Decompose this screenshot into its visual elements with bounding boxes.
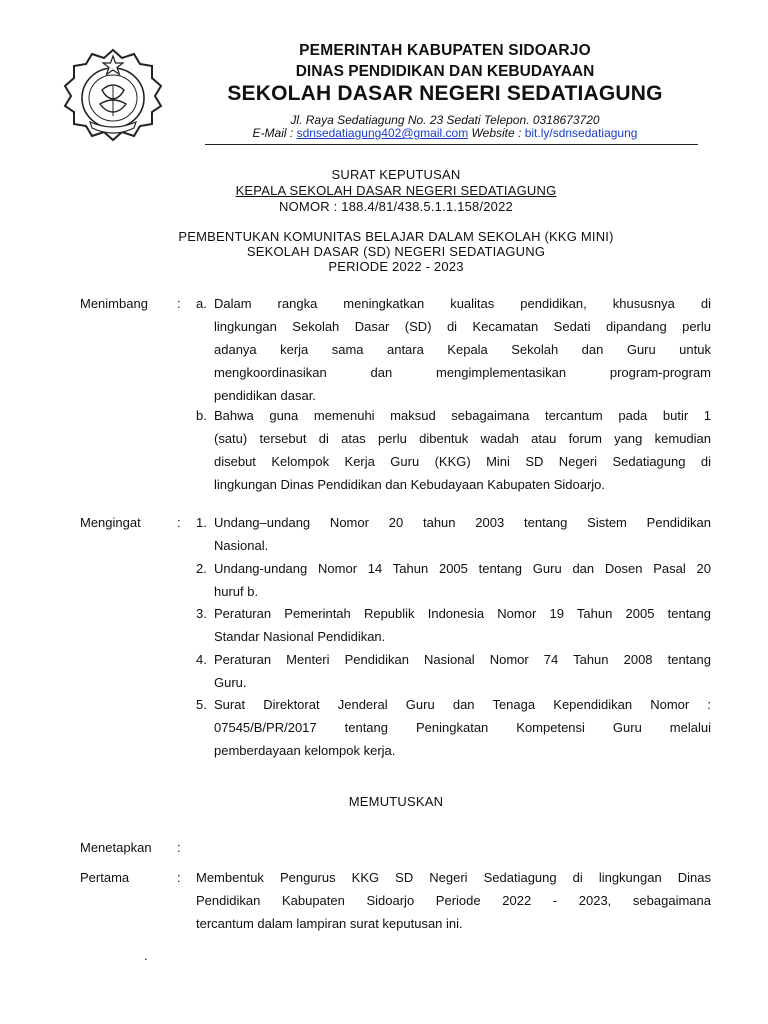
text-line: Undang–undang Nomor 20 tahun 2003 tentang Sistem Pendidikan <box>214 515 711 530</box>
text-line: (satu) tersebut di atas perlu dibentuk wadah atau forum yang kemudian <box>214 431 711 446</box>
text-line: Peraturan Pemerintah Republik Indonesia Nomor 19 Tahun 2005 tentang <box>214 606 711 621</box>
menimbang-item-a <box>214 292 711 407</box>
mengingat-item-1 <box>214 511 711 557</box>
mengingat-item-3 <box>214 602 711 648</box>
email-label: E-Mail : <box>252 126 294 140</box>
text-line: Undang-undang Nomor 14 Tahun 2005 tentang Guru dan Dosen Pasal 20 <box>214 561 711 576</box>
text-line: pendidikan dasar. <box>214 388 316 403</box>
menimbang-item-b <box>214 404 711 496</box>
section-colon: : <box>177 870 181 885</box>
mengingat-item-4 <box>214 648 711 694</box>
subject-line-2: SEKOLAH DASAR (SD) NEGERI SEDATIAGUNG <box>246 244 546 259</box>
section-colon: : <box>177 296 181 311</box>
text-line: disebut Kelompok Kerja Guru (KKG) Mini SD Negeri Sedatiagung di <box>214 454 711 469</box>
text-line: huruf b. <box>214 584 259 599</box>
mengingat-item-2 <box>214 557 711 603</box>
letterhead-divider <box>205 144 698 145</box>
section-colon: : <box>177 515 181 530</box>
text-line: Dalam rangka meningkatkan kualitas pendidikan, khususnya di <box>214 296 711 311</box>
section-label-menimbang: Menimbang <box>80 296 148 311</box>
website-link[interactable]: bit.ly/sdnsedatiagung <box>524 126 638 140</box>
mengingat-item-5 <box>214 693 711 762</box>
decree-title: SURAT KEPUTUSAN <box>331 167 461 182</box>
letterhead-contact <box>200 126 690 140</box>
text-line: tercantum dalam lampiran surat keputusan ini. <box>196 916 463 931</box>
section-label-pertama: Pertama <box>80 870 130 885</box>
text-line: mengkoordinasikan dan mengimplementasikan program-program <box>214 365 711 380</box>
text-line: Nasional. <box>214 538 269 553</box>
item-marker: a. <box>196 296 207 311</box>
text-line: Peraturan Menteri Pendidikan Nasional Nomor 74 Tahun 2008 tentang <box>214 652 711 667</box>
item-marker: 3. <box>196 606 207 621</box>
letterhead-address: Jl. Raya Sedatiagung No. 23 Sedati Telepon. 0318673720 <box>290 113 600 127</box>
item-marker: 5. <box>196 697 207 712</box>
text-line: Bahwa guna memenuhi maksud sebagaimana tercantum pada butir 1 <box>214 408 711 423</box>
kabupaten-sidoarjo-seal-icon <box>62 46 164 144</box>
letterhead-school-name: SEKOLAH DASAR NEGERI SEDATIAGUNG <box>227 82 663 105</box>
section-label-mengingat: Mengingat <box>80 515 141 530</box>
text-line: Surat Direktorat Jenderal Guru dan Tenaga Kependidikan Nomor : <box>214 697 711 712</box>
item-marker: 4. <box>196 652 207 667</box>
letterhead-department: DINAS PENDIDIKAN DAN KEBUDAYAAN <box>295 63 595 80</box>
email-link[interactable]: sdnsedatiagung402@gmail.com <box>296 126 469 140</box>
text-line: 07545/B/PR/2017 tentang Peningkatan Kompetensi Guru melalui <box>214 720 711 735</box>
section-label-menetapkan: Menetapkan <box>80 840 152 855</box>
text-line: Membentuk Pengurus KKG SD Negeri Sedatiagung di lingkungan Dinas <box>196 870 711 885</box>
decree-number: NOMOR : 188.4/81/438.5.1.1.158/2022 <box>279 199 513 214</box>
item-marker: 2. <box>196 561 207 576</box>
section-colon: : <box>177 840 181 855</box>
text-line: Standar Nasional Pendidikan. <box>214 629 386 644</box>
text-line: lingkungan Sekolah Dasar (SD) di Kecamatan Sedati dipandang perlu <box>214 319 711 334</box>
subject-line-3: PERIODE 2022 - 2023 <box>328 259 464 274</box>
text-line: Pendidikan Kabupaten Sidoarjo Periode 2022 - 2023, sebagaimana <box>196 893 711 908</box>
website-label: Website : <box>471 126 522 140</box>
text-line: Guru. <box>214 675 247 690</box>
decision-heading: MEMUTUSKAN <box>348 794 444 809</box>
item-marker: 1. <box>196 515 207 530</box>
item-marker: b. <box>196 408 207 423</box>
trailing-mark: . <box>144 948 148 963</box>
decree-issuer <box>80 183 712 198</box>
text-line: adanya kerja sama antara Kepala Sekolah dan Guru untuk <box>214 342 711 357</box>
pertama-text <box>196 866 711 935</box>
text-line: lingkungan Dinas Pendidikan dan Kebudayaan Kabupaten Sidoarjo. <box>214 477 606 492</box>
decree-issuer-text: KEPALA SEKOLAH DASAR NEGERI SEDATIAGUNG <box>235 183 557 198</box>
letterhead-government: PEMERINTAH KABUPATEN SIDOARJO <box>299 42 591 59</box>
subject-line-1: PEMBENTUKAN KOMUNITAS BELAJAR DALAM SEKOLAH (KKG MINI) <box>178 229 614 244</box>
text-line: pemberdayaan kelompok kerja. <box>214 743 396 758</box>
